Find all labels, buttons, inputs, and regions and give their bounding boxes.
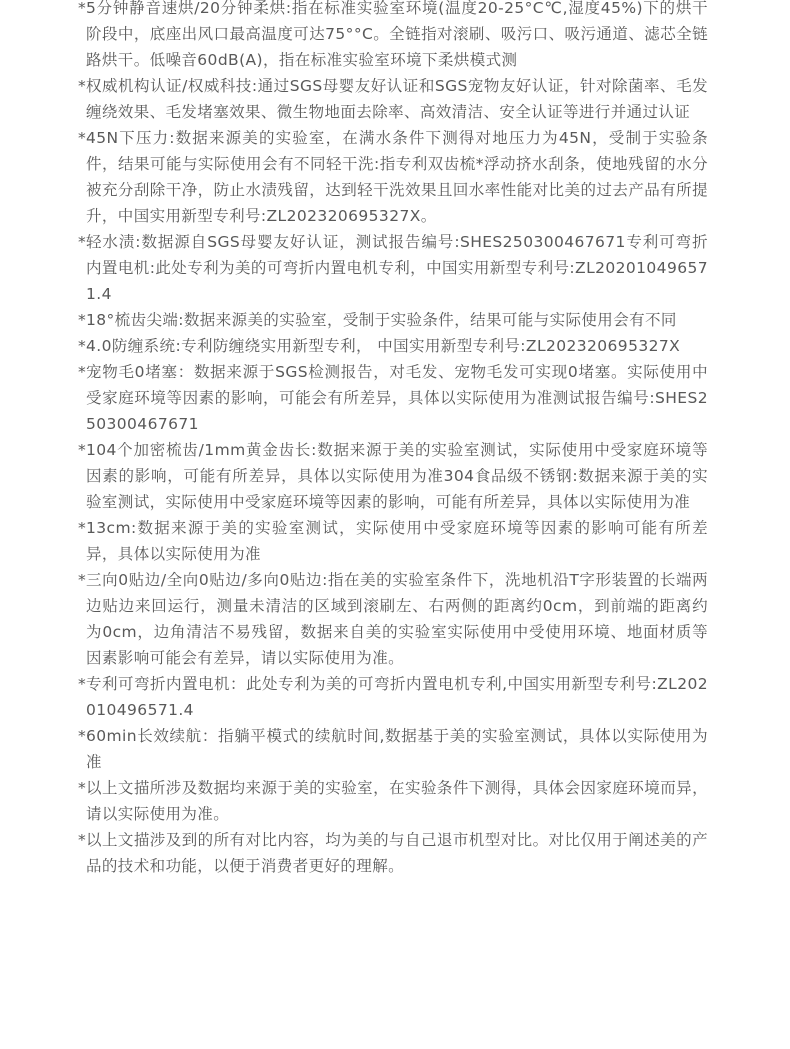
note-text: 13cm:数据来源于美的实验室测试，实际使用中受家庭环境等因素的影响可能有所差异，具体以实际使用为准	[86, 519, 708, 563]
note-edge-cleaning: * 三向0贴边/全向0贴边/多向0贴边:指在美的实验室条件下，洗地机沿T字形装置的长端两边贴边来回运行，测量未清洁的区域到滚刷左、右两侧的距离约0cm，到前端的距离约为0cm，边角清洁不易残留，数据来自美的实验室实际使用中受使用环境、地面材质等因素影响可能会有差异，请以实际使用为准。	[78, 571, 708, 667]
note-text: 专利可弯折内置电机：此处专利为美的可弯折内置电机专利,中国实用新型专利号:ZL202010496571.4	[86, 675, 708, 719]
note-text: 60min长效续航：指躺平模式的续航时间,数据基于美的实验室测试，具体以实际使用为准	[86, 727, 708, 771]
note-light-water-stain: * 轻水渍:数据源自SGS母婴友好认证，测试报告编号:SHES250300467671专利可弯折内置电机:此处专利为美的可弯折内置电机专利，中国实用新型专利号:ZL202010496571.4	[78, 233, 708, 303]
note-comb-teeth: * 104个加密梳齿/1mm黄金齿长:数据来源于美的实验室测试，实际使用中受家庭环境等因素的影响，可能有所差异，具体以实际使用为准304食品级不锈钢:数据来源于美的实验室测试，实际使用中受家庭环境等因素的影响，可能有所差异，具体以实际使用为准	[78, 441, 708, 511]
note-text: 三向0贴边/全向0贴边/多向0贴边:指在美的实验室条件下，洗地机沿T字形装置的长端两边贴边来回运行，测量未清洁的区域到滚刷左、右两侧的距离约0cm，到前端的距离约为0cm，边角清洁不易残留，数据来自美的实验室实际使用中受使用环境、地面材质等因素影响可能会有差异，请以实际使用为准。	[86, 571, 708, 667]
note-text: 宠物毛0堵塞：数据来源于SGS检测报告，对毛发、宠物毛发可实现0堵塞。实际使用中受家庭环境等因素的影响，可能会有所差异，具体以实际使用为准测试报告编号:SHES250300467671	[86, 363, 708, 433]
note-pet-hair: * 宠物毛0堵塞：数据来源于SGS检测报告，对毛发、宠物毛发可实现0堵塞。实际使用中受家庭环境等因素的影响，可能会有所差异，具体以实际使用为准测试报告编号:SHES250300467671	[78, 363, 708, 433]
disclaimer-notes	[78, 0, 708, 879]
note-comparison: * 以上文描涉及到的所有对比内容，均为美的与自己退市机型对比。对比仅用于阐述美的产品的技术和功能，以便于消费者更好的理解。	[78, 831, 708, 875]
note-text: 以上文描所涉及数据均来源于美的实验室，在实验条件下测得，具体会因家庭环境而异，请以实际使用为准。	[86, 779, 708, 823]
note-battery-life: * 60min长效续航：指躺平模式的续航时间,数据基于美的实验室测试，具体以实际使用为准	[78, 727, 708, 771]
note-text: 5分钟静音速烘/20分钟柔烘:指在标准实验室环境(温度20-25°C℃,湿度45%)下的烘干阶段中，底座出风口最高温度可达75°°C。全链指对滚刷、吸污口、吸污通道、滤芯全链路烘干。低噪音60dB(A)，指在标准实验室环境下柔烘模式测	[86, 0, 708, 69]
note-anti-tangle: * 4.0防缠系统:专利防缠绕实用新型专利， 中国实用新型专利号:ZL202320695327X	[78, 337, 681, 355]
note-quiet-drying: * 5分钟静音速烘/20分钟柔烘:指在标准实验室环境(温度20-25°C℃,湿度45%)下的烘干阶段中，底座出风口最高温度可达75°°C。全链指对滚刷、吸污口、吸污通道、滤芯全链路烘干。低噪音60dB(A)，指在标准实验室环境下柔烘模式测	[78, 0, 708, 69]
note-text: 45N下压力:数据来源美的实验室，在满水条件下测得对地压力为45N，受制于实验条件，结果可能与实际使用会有不同轻干洗:指专利双齿梳*浮动挤水刮条，使地残留的水分被充分刮除干净，防止水渍残留，达到轻干洗效果且回水率性能对比美的过去产品有所提升，中国实用新型专利号:ZL202320695327X。	[86, 129, 708, 225]
note-text: 轻水渍:数据源自SGS母婴友好认证，测试报告编号:SHES250300467671专利可弯折内置电机:此处专利为美的可弯折内置电机专利，中国实用新型专利号:ZL202010496571.4	[86, 233, 708, 303]
note-data-source: * 以上文描所涉及数据均来源于美的实验室，在实验条件下测得，具体会因家庭环境而异，请以实际使用为准。	[78, 779, 708, 823]
note-motor-patent: * 专利可弯折内置电机：此处专利为美的可弯折内置电机专利,中国实用新型专利号:ZL202010496571.4	[78, 675, 708, 719]
note-text: 4.0防缠系统:专利防缠绕实用新型专利， 中国实用新型专利号:ZL202320695327X	[86, 337, 681, 355]
note-text: 18°梳齿尖端:数据来源美的实验室，受制于实验条件，结果可能与实际使用会有不同	[86, 311, 677, 329]
note-text: 以上文描涉及到的所有对比内容，均为美的与自己退市机型对比。对比仅用于阐述美的产品的技术和功能，以便于消费者更好的理解。	[86, 831, 708, 875]
note-13cm: * 13cm:数据来源于美的实验室测试，实际使用中受家庭环境等因素的影响可能有所差异，具体以实际使用为准	[78, 519, 708, 563]
note-comb-tip: * 18°梳齿尖端:数据来源美的实验室，受制于实验条件，结果可能与实际使用会有不同	[78, 311, 677, 329]
note-text: 104个加密梳齿/1mm黄金齿长:数据来源于美的实验室测试，实际使用中受家庭环境等因素的影响，可能有所差异，具体以实际使用为准304食品级不锈钢:数据来源于美的实验室测试，实际使用中受家庭环境等因素的影响，可能有所差异，具体以实际使用为准	[86, 441, 708, 511]
note-certification: * 权威机构认证/权威科技:通过SGS母婴友好认证和SGS宠物友好认证，针对除菌率、毛发缠绕效果、毛发堵塞效果、微生物地面去除率、高效清洁、安全认证等进行并通过认证	[78, 77, 708, 121]
note-down-pressure: * 45N下压力:数据来源美的实验室，在满水条件下测得对地压力为45N，受制于实验条件，结果可能与实际使用会有不同轻干洗:指专利双齿梳*浮动挤水刮条，使地残留的水分被充分刮除干净，防止水渍残留，达到轻干洗效果且回水率性能对比美的过去产品有所提升，中国实用新型专利号:ZL202320695327X。	[78, 129, 708, 225]
note-text: 权威机构认证/权威科技:通过SGS母婴友好认证和SGS宠物友好认证，针对除菌率、毛发缠绕效果、毛发堵塞效果、微生物地面去除率、高效清洁、安全认证等进行并通过认证	[86, 77, 708, 121]
